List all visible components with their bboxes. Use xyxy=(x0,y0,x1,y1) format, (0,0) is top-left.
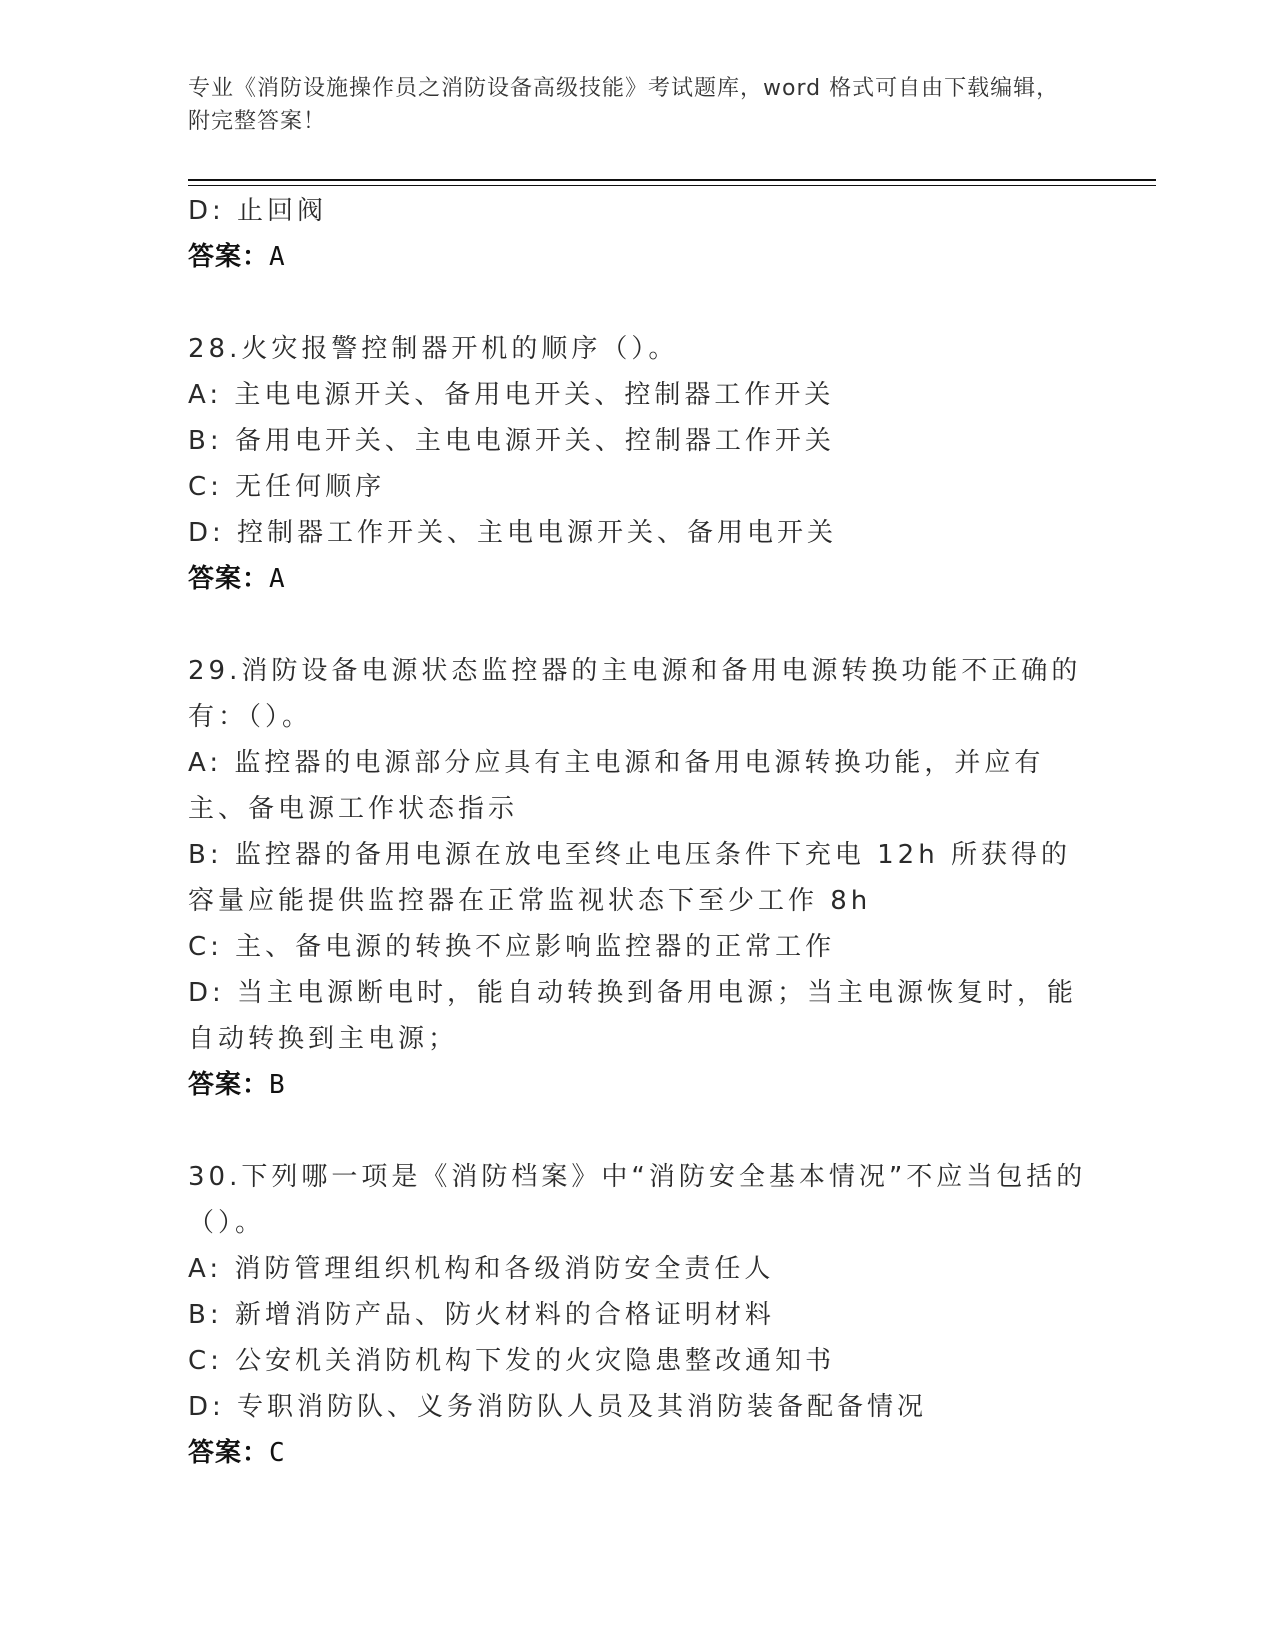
option-c: C: 公安机关消防机构下发的火灾隐患整改通知书 xyxy=(188,1346,836,1376)
question-30 xyxy=(188,1154,1088,1476)
question-stem: 29.消防设备电源状态监控器的主电源和备用电源转换功能不正确的有：（）。 xyxy=(188,656,1082,732)
answer-label: 答案： xyxy=(188,1070,270,1100)
answer-value: A xyxy=(269,242,286,272)
answer xyxy=(188,1062,1088,1108)
answer-label: 答案： xyxy=(188,564,270,594)
answer-label: 答案： xyxy=(188,242,270,272)
option-b: B: 备用电开关、主电电源开关、控制器工作开关 xyxy=(188,426,835,456)
option-d: D: 专职消防队、义务消防队人员及其消防装备配备情况 xyxy=(188,1392,928,1422)
header-divider-thin xyxy=(188,185,1156,186)
prev-option-d: D: 止回阀 xyxy=(188,196,328,226)
option-d: D: 控制器工作开关、主电电源开关、备用电开关 xyxy=(188,518,838,548)
option-b: B: 监控器的备用电源在放电至终止电压条件下充电 12h 所获得的容量应能提供监控器在正常监视状态下至少工作 8h xyxy=(188,840,1071,916)
option-c: C: 主、备电源的转换不应影响监控器的正常工作 xyxy=(188,932,836,962)
question-stem: 30.下列哪一项是《消防档案》中“消防安全基本情况”不应当包括的（）。 xyxy=(188,1162,1087,1238)
prev-answer xyxy=(188,234,1088,280)
question-29 xyxy=(188,648,1088,1108)
answer-label: 答案： xyxy=(188,1438,270,1468)
option-c: C: 无任何顺序 xyxy=(188,472,386,502)
question-28 xyxy=(188,326,1088,602)
answer-value: C xyxy=(269,1438,286,1468)
option-a: A: 消防管理组织机构和各级消防安全责任人 xyxy=(188,1254,775,1284)
spacer xyxy=(188,602,1088,648)
answer xyxy=(188,556,1088,602)
option-a: A: 主电电源开关、备用电开关、控制器工作开关 xyxy=(188,380,835,410)
option-b: B: 新增消防产品、防火材料的合格证明材料 xyxy=(188,1300,775,1330)
spacer xyxy=(188,280,1088,326)
document-header: 专业《消防设施操作员之消防设备高级技能》考试题库，word 格式可自由下载编辑，附完整答案！ xyxy=(188,76,1060,134)
spacer xyxy=(188,1108,1088,1154)
question-stem: 28.火灾报警控制器开机的顺序（）。 xyxy=(188,334,679,364)
option-a: A: 监控器的电源部分应具有主电源和备用电源转换功能，并应有主、备电源工作状态指示 xyxy=(188,748,1045,824)
option-d: D: 当主电源断电时，能自动转换到备用电源；当主电源恢复时，能自动转换到主电源； xyxy=(188,978,1078,1054)
question-content xyxy=(188,188,1088,1476)
answer-value: B xyxy=(269,1070,286,1100)
header-divider-thick xyxy=(188,179,1156,181)
answer-value: A xyxy=(269,564,286,594)
answer xyxy=(188,1430,1088,1476)
